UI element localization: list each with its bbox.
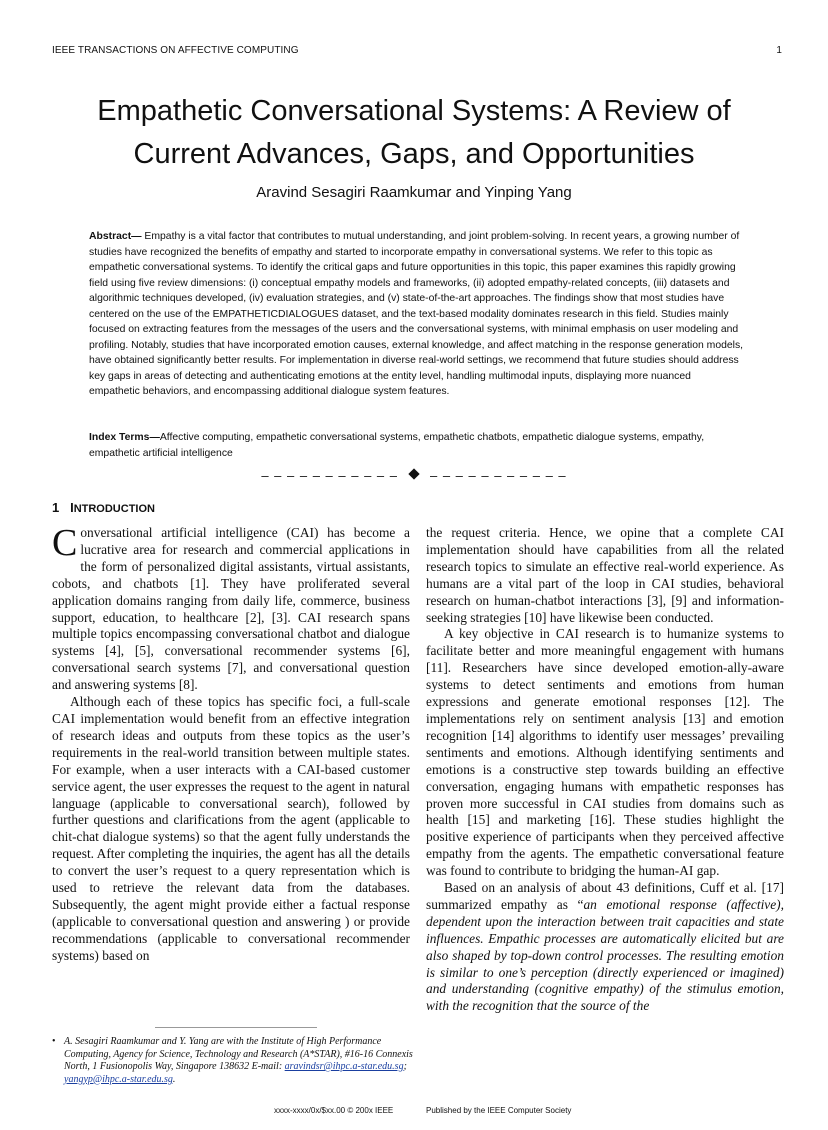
copyright-line: xxxx-xxxx/0x/$xx.00 © 200x IEEE — [274, 1106, 394, 1115]
title-line-1: Empathetic Conversational Systems: A Review of — [97, 95, 731, 127]
abstract — [89, 229, 744, 400]
index-terms-text: Affective computing, empathetic conversational systems, empathetic chatbots, empathetic dialogue systems, empathy, empathetic artificial intelligence — [89, 432, 705, 459]
paragraph: Although each of these topics has specific foci, a full-scale CAI implementation would benefit from an effective integration of research ideas and outputs from these topics as the user’s requirements in the real-world transition between multiple states. For example, when a user interacts with a CAI-based customer service agent, the user expresses the request to the agent in natural language (applicable to conversational search), followed by further questions and clarifications from the agent (applicable to chit-chat dialogue systems) so that the agent fully understands the request. After completing the inquiries, the agent has all the details to convert the user’s request to a query representation which is used to retrieve the relevant data from the databases. Subsequently, the agent might provide either a factual response (applicable to conversational question and answering ) or provide recommendations (applicable to conversational recommender systems) based on — [52, 694, 410, 963]
paper-title — [40, 90, 788, 176]
bullet-icon: • — [52, 1036, 56, 1047]
paragraph — [52, 522, 410, 694]
diamond-icon — [408, 468, 419, 479]
paragraph: the request criteria. Hence, we opine that a complete CAI implementation should have capabilities from all the related research topics to simulate an effective real-world experience. As humans are a vital part of the loop in CAI studies, behavioral research on human-chatbot interactions [3], [9] and information-seeking strategies [10] have likewise been conducted. — [426, 525, 784, 625]
email-separator: ; — [403, 1061, 407, 1072]
section-divider — [0, 468, 828, 483]
footnote-end: . — [172, 1073, 176, 1085]
drop-cap: C — [52, 522, 78, 564]
paragraph-text: onversational artificial intelligence (CAI) has become a lucrative area for research and commercial applications in the form of personalized digital assistants, virtual assistants, cobots, and chatbots [1]. They have proliferated several application domains ranging from daily life, commerce, business support, education, to healthcare [2], [3]. CAI research spans multiple topics encompassing conversational chatbot and dialogue systems [4], [5], conversational recommender systems [6], conversational search systems [7], and conversational question and answering systems [8]. — [52, 525, 410, 693]
paragraph: A key objective in CAI research is to humanize systems to facilitate better and more meaningful engagement with humans [11]. Researchers have since developed emotion-ally-aware systems to detect sentiments and emotions from human expressions and generate emotional responses [12]. The implementations rely on sentiment analysis [13] and emotion recognition [14] algorithms to identify user messages’ prevailing sentiments and emotions. Although identifying sentiments and emotions is a constructive step towards building an effective conversation, engaging humans with empathetic responses has proven more successful in CAI studies from domains such as health [15] and marketing [16]. These studies highlight the positive experience of participants when they perceived affective empathy from the agents. The empathetic conversational feature was found to contribute to bridging the human-AI gap. — [426, 626, 784, 879]
section-number: 1 — [52, 500, 60, 515]
paragraph — [426, 880, 784, 1015]
author-list: Aravind Sesagiri Raamkumar and Yinping Yang — [256, 184, 572, 201]
abstract-label: Abstract— — [89, 231, 142, 242]
definition-quote: an emotional response (affective), dependent upon the interaction between trait capacities and state influences. Empathic processes are automatically elicited but are also shaped by top-down control processes. The resulting emotion is similar to one’s perception (directly experienced or imagined) and understanding (cognitive empathy) of the stimulus emotion, with the recognition that the source of the — [426, 896, 784, 1014]
divider-dashes-right: – – – – – – – – – – – — [430, 468, 567, 483]
body-column-left — [52, 522, 410, 965]
footnote-affiliation: A. Sesagiri Raamkumar and Y. Yang are with the Institute of High Performance Computing, Agency for Science, Technology and Research (A*STAR), #16-16 Connexis North, 1 Fusionopolis Way, Singapore 138632 E-mail: — [64, 1036, 413, 1072]
running-header — [52, 45, 782, 56]
footnote-text — [64, 1036, 417, 1086]
publisher-line: Published by the IEEE Computer Society — [426, 1106, 572, 1115]
journal-name: IEEE TRANSACTIONS ON AFFECTIVE COMPUTING — [52, 45, 299, 56]
author-footnote — [52, 1036, 417, 1086]
body-column-right — [426, 525, 784, 1015]
section-heading — [52, 500, 155, 515]
section-title-rest: NTRODUCTION — [73, 503, 155, 515]
section-title-first: I — [70, 500, 74, 515]
divider-dashes-left: – – – – – – – – – – – — [261, 468, 398, 483]
email-link-2[interactable]: yangyp@ihpc.a-star.edu.sg — [64, 1073, 173, 1085]
index-terms — [89, 430, 744, 461]
index-terms-label: Index Terms— — [89, 432, 160, 443]
paragraph-text: Based on an analysis of about 43 definitions, Cuff et al. [17] summarized empathy as “ — [426, 880, 784, 912]
footnote-rule — [155, 1027, 317, 1028]
page-number: 1 — [776, 45, 782, 56]
email-link-1[interactable]: aravindsr@ihpc.a-star.edu.sg — [284, 1061, 404, 1072]
title-line-2: Current Advances, Gaps, and Opportunities — [133, 138, 695, 170]
abstract-text: Empathy is a vital factor that contributes to mutual understanding, and joint problem-solving. In recent years, a growing number of studies have recognized the benefits of empathy and started to incorporate empathy in conversational systems. We refer to this topic as empathetic conversational systems. To identify the critical gaps and future opportunities in this topic, this paper examines this rapidly growing field using five review dimensions: (i) conceptual empathy models and frameworks, (ii) adopted empathy-related concepts, (iii) datasets and algorithmic techniques developed, (iv) evaluation strategies, and (v) state-of-the-art approaches. The findings show that most studies have centered on the use of the EMPATHETICDIALOGUES dataset, and the text-based modality dominates research in this field. Studies mainly focused on extracting features from the messages of the users and the conversational systems, with minimal emphasis on user modeling and profiling. Notably, studies that have incorporated emotion causes, external knowledge, and affect matching in the response generation models, have obtained significantly better results. For implementation in diverse real-world settings, we recommend that future studies should address key gaps in areas of detecting and authenticating emotions at the entity level, handling multimodal inputs, displaying more nuanced empathetic behaviors, and encompassing additional dialogue system features. — [89, 231, 744, 397]
